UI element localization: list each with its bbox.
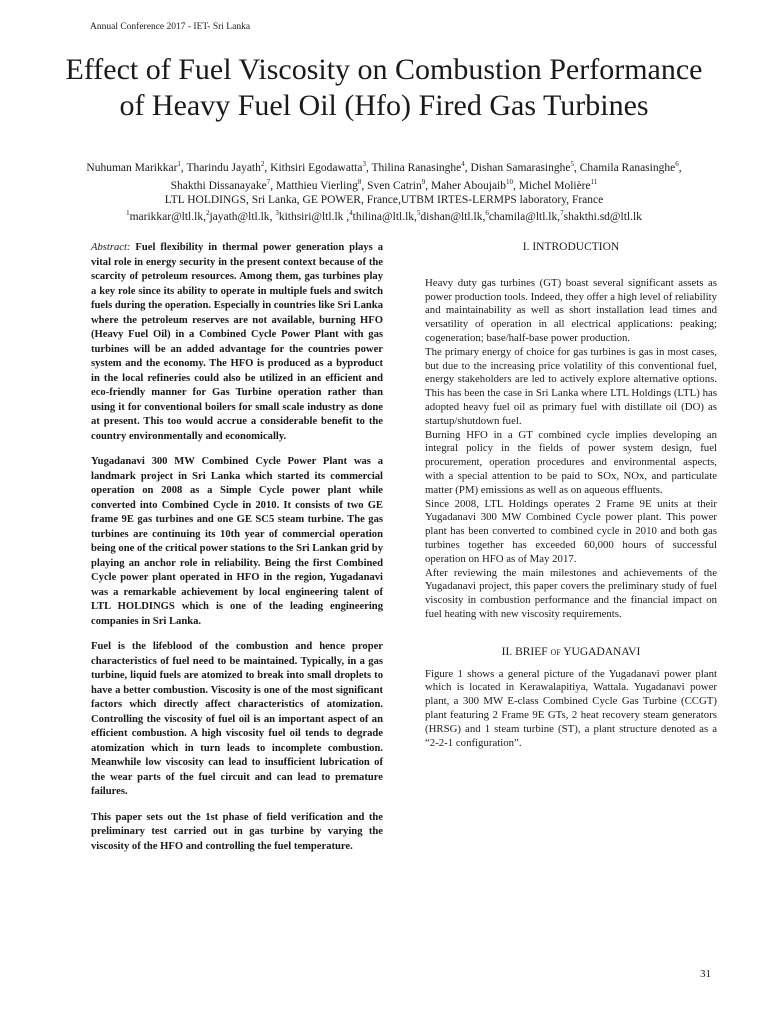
abstract-paragraph: Fuel is the lifeblood of the combustion and hence proper characteristics of fuel need to be maintained. Typically, in a gas turbine, liquid fuels are atomized to break into small droplets to have a better combustion. Viscosity is one of the most significant factors which directly affect characteristics of atomization. Controlling the viscosity of fuel oil is an important aspect of an efficient combustion. A high viscosity fuel oil tends to degrade atomization which in turn leads to incomplete combustion. Meanwhile low viscosity can lead to insufficient lubrication of the wear parts of the fuel circuit and can lead to premature failures.	[91, 641, 383, 797]
email: $^4$thilina@ltl.lk,	[349, 209, 417, 224]
abstract-paragraph	[91, 241, 383, 444]
body-paragraph: After reviewing the main milestones and achievements of the Yugadanavi project, this paper covers the preliminary study of fuel viscosity in combustion performance and the financial impact on fuel heating with new viscosity requirements.	[425, 566, 717, 620]
author-list	[80, 157, 688, 193]
author: Shakthi Dissanayake$^7$,	[170, 177, 276, 192]
abstract-text: Fuel flexibility in thermal power generation plays a vital role in energy security in the present context because of the scarcity of petroleum resources. Among them, gas turbines play a key role since its ability to operate in multiple fuels and switch fuels during the operation. Especially in countries like Sri Lanka where the petroleum reserves are not available, burning HFO (Heavy Fuel Oil) in a Combined Cycle Power Plant with gas turbines will be an added advantage for the countries power system and the economy. The HFO is produced as a byproduct in the local refineries could also be utilized in an efficient and eco-friendly manner for Gas Turbine operation rather than using it for conventional boilers for small scale industry as done at present. This too would accrue a considerable benefit to the country environmentally and economically.	[91, 242, 383, 442]
abstract-column	[91, 241, 383, 865]
email: $^1$marikkar@ltl.lk,	[126, 209, 206, 224]
author: Maher Aboujaib$^{10}$,	[430, 177, 519, 192]
email: $^5$dishan@ltl.lk,	[416, 209, 486, 224]
paper-title: Effect of Fuel Viscosity on Combustion Performance of Heavy Fuel Oil (Hfo) Fired Gas Turbines	[65, 53, 703, 122]
affiliations: LTL HOLDINGS, Sri Lanka, GE POWER, France,UTBM IRTES-LERMPS laboratory, France	[164, 193, 604, 206]
author: Matthieu Vierling$^8$,	[276, 177, 368, 192]
author-block	[80, 157, 688, 224]
section-heading-introduction: I. INTRODUCTION	[522, 241, 620, 253]
page-number: 31	[700, 968, 711, 980]
author: Dishan Samarasinghe$^5$,	[470, 160, 580, 174]
body-column	[425, 241, 717, 750]
email: $^3$kithsiri@ltl.lk ,	[275, 209, 350, 224]
body-paragraph: Figure 1 shows a general picture of the Yugadanavi power plant which is located in Kerawalapitiya, Wattala. Yugadanavi power plant, a 300 MW E-class Combined Cycle Gas Turbine (CCGT) plant featuring 2 Frame 9E GTs, 2 heat recovery steam generators (HRSG) and 1 steam turbine (ST), a plant structure denoted as a “2-2-1 configuration”.	[425, 667, 717, 749]
email: $^6$chamila@ltl.lk,	[485, 209, 561, 224]
author: Kithsiri Egodawatta$^3$,	[270, 160, 372, 174]
body-paragraph: Heavy duty gas turbines (GT) boast several significant assets as power production tools. Indeed, they offer a high level of reliability and maintainability as well as short installation lead times and versatility of operation in all electrical applications: peaking; cogeneration; base/half-base power production.	[425, 276, 717, 344]
abstract-paragraph: Yugadanavi 300 MW Combined Cycle Power Plant was a landmark project in Sri Lanka which started its commercial operation on 2008 as a Simple Cycle power plant while converted into Combined Cycle in 2010. It consists of two GE frame 9E gas turbines and one GE SC5 steam turbine. The gas turbines are continuing its 10th year of commercial operation being one of the critical power stations to the Sri Lankan grid by playing an anchor role in reliability. Being the first Combined Cycle power plant operated in HFO in the region, Yugadanavi was a remarkable achievement by local engineering talent of LTL HOLDINGS which is one of the leading engineering companies in Sri Lanka.	[91, 456, 383, 627]
author: Tharindu Jayath$^2$,	[186, 160, 271, 174]
email-list	[80, 207, 688, 225]
author: Thilina Ranasinghe$^4$,	[371, 160, 471, 174]
abstract-label: Abstract:	[91, 242, 131, 253]
author: Chamila Ranasinghe$^6$,	[579, 160, 682, 174]
body-paragraph: The primary energy of choice for gas turbines is gas in most cases, but due to the increasing price volatility of this conventional fuel, energy stakeholders are led to actively explore alternative options. This has been the case in Sri Lanka where LTL Holdings (LTL) has adopted heavy fuel oil as primary fuel with distillate oil (DO) as startup/shutdown fuel.	[425, 345, 717, 427]
abstract-paragraph: This paper sets out the 1st phase of field verification and the preliminary test carried out in gas turbine by varying the viscosity of the HFO and controlling the fuel temperature.	[91, 811, 383, 852]
author: Sven Catrin$^9$,	[367, 177, 431, 192]
author: Nuhuman Marikkar$^1$,	[86, 160, 187, 174]
author: Michel Molière$^{11}$	[518, 177, 598, 192]
email: $^7$shakthi.sd@ltl.lk	[560, 209, 642, 224]
section-heading-brief: II. BRIEF of YUGADANAVI	[501, 645, 641, 658]
body-paragraph: Burning HFO in a GT combined cycle implies developing an integral policy in the fields of power system design, fuel procurement, operation procedures and environmental aspects, with a special attention to be paid to SOx, NOx, and particulate matter (PM) emissions as well as on aqueous effluents.	[425, 428, 717, 496]
email: $^2$jayath@ltl.lk,	[205, 209, 276, 224]
conference-header: Annual Conference 2017 - IET- Sri Lanka	[90, 22, 251, 32]
body-paragraph: Since 2008, LTL Holdings operates 2 Frame 9E units at their Yugadanavi 300 MW Combined Cycle power plant. This power plant has been converted to combined cycle in 2010 and both gas turbines together has exceeded 60,000 hours of successful operation on HFO as of May 2017.	[425, 497, 717, 565]
